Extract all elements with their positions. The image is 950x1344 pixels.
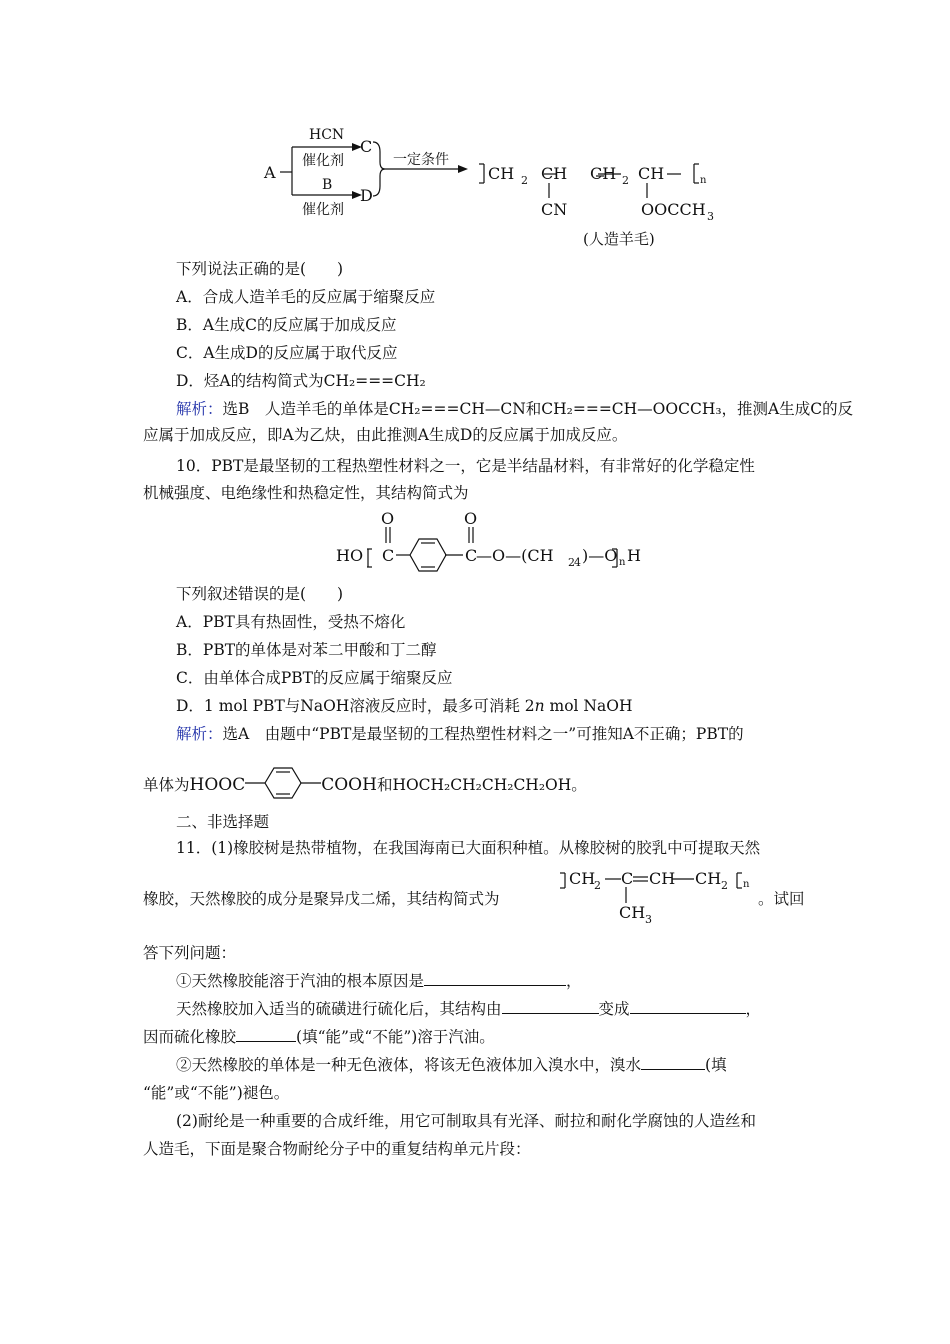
- isoprene-c: C: [621, 869, 634, 888]
- polymer-oocch3: OOCCH: [641, 200, 706, 219]
- pbt-carbonyl-o-1: O: [381, 509, 395, 528]
- q11-sub1-cont2: 因而硫化橡胶 (填“能”或“不能”)溶于汽油。: [143, 1028, 495, 1046]
- reactant-a: A: [264, 163, 276, 182]
- q10-stem: 10．PBT是最坚韧的工程热塑性材料之一，它是半结晶材料，有非常好的化学稳定性: [176, 457, 755, 475]
- reagent-b: B: [322, 177, 333, 193]
- isoprene-n: n: [743, 879, 750, 890]
- q9-option-a: A．合成人造羊毛的反应属于缩聚反应: [176, 288, 436, 306]
- q10-option-d: D．1 mol PBT与NaOH溶液反应时，最多可消耗 2n mol NaOH: [176, 697, 633, 715]
- q9-stem: 下列说法正确的是( ): [176, 260, 344, 278]
- isoprene-ch3: CH: [619, 903, 646, 922]
- pbt-c-2: C: [465, 546, 478, 565]
- q9-analysis: 解析：选B 人造羊毛的单体是CH₂===CH—CN和CH₂===CH—OOCCH₃，推测A生成C的反: [176, 400, 854, 418]
- polymer-ch-2: CH: [638, 164, 665, 183]
- svg-text:3: 3: [707, 210, 714, 223]
- wool-synthesis-scheme: [0, 0, 950, 260]
- q9-option-b: B．A生成C的反应属于加成反应: [176, 316, 397, 334]
- answer-blank-1[interactable]: [424, 971, 566, 986]
- pbt-chain: —O—(CH: [476, 546, 554, 565]
- polymer-cn: CN: [541, 200, 568, 219]
- polymer-caption: (人造羊毛): [583, 230, 655, 248]
- q11-sub2: ②天然橡胶的单体是一种无色液体，将该无色液体加入溴水中，溴水 (填: [176, 1056, 727, 1074]
- q11-p1: 11．(1)橡胶树是热带植物，在我国海南已大面积种植。从橡胶树的胶乳中可提取天然: [176, 839, 761, 857]
- polymer-ch2-2: CH: [590, 164, 617, 183]
- isoprene-ch2-1: CH: [569, 869, 596, 888]
- product-d: D: [360, 186, 373, 205]
- pbt-h: H: [627, 546, 641, 565]
- polyisoprene-formula: [0, 862, 950, 932]
- polymer-n: n: [700, 175, 707, 186]
- q10-option-b: B．PBT的单体是对苯二甲酸和丁二醇: [176, 641, 437, 659]
- q10-stem-cont: 机械强度、电绝缘性和热稳定性，其结构简式为: [143, 484, 469, 502]
- pbt-c-1: C: [382, 546, 395, 565]
- svg-text:2: 2: [594, 879, 601, 892]
- catalyst-label-2: 催化剂: [302, 202, 344, 218]
- svg-text:2: 2: [622, 174, 629, 187]
- analysis-label: 解析：: [176, 400, 223, 418]
- pbt-carbonyl-o-2: O: [464, 509, 478, 528]
- q10-analysis-cont: 单体为HOOC COOH和HOCH₂CH₂CH₂CH₂OH。: [143, 763, 587, 803]
- q10-ask: 下列叙述错误的是( ): [176, 585, 344, 603]
- reagent-hcn: HCN: [309, 127, 345, 143]
- q11-sub1: ①天然橡胶能溶于汽油的根本原因是 ，: [176, 972, 582, 990]
- isoprene-ch2-2: CH: [695, 869, 722, 888]
- answer-blank-5[interactable]: [641, 1055, 705, 1070]
- q10-option-c: C．由单体合成PBT的反应属于缩聚反应: [176, 669, 453, 687]
- q11-sub2-cont: “能”或“不能”)褪色。: [143, 1084, 290, 1102]
- q10-analysis: 解析：选A 由题中“PBT是最坚韧的工程热塑性材料之一”可推知A不正确；PBT的: [176, 725, 744, 743]
- q9-analysis-cont: 应属于加成反应，即A为乙炔，由此推测A生成D的反应属于加成反应。: [143, 426, 628, 444]
- svg-text:3: 3: [645, 913, 652, 926]
- q9-option-d: D．烃A的结构简式为CH₂===CH₂: [176, 372, 426, 390]
- q11-p1-end: 。试回: [758, 890, 805, 908]
- pbt-tail: )—O: [582, 546, 618, 565]
- svg-text:2: 2: [568, 556, 575, 569]
- answer-blank-3[interactable]: [630, 999, 746, 1014]
- q11-p1-cont: 橡胶，天然橡胶的成分是聚异戊二烯，其结构简式为: [143, 890, 500, 908]
- q11-p2: (2)耐纶是一种重要的合成纤维，用它可制取具有光泽、耐拉和耐化学腐蚀的人造丝和: [176, 1112, 756, 1130]
- benzene-ring-icon: [245, 763, 321, 803]
- answer-blank-4[interactable]: [236, 1027, 296, 1042]
- q10-option-a: A．PBT具有热固性，受热不熔化: [176, 613, 406, 631]
- isoprene-ch: CH: [649, 869, 676, 888]
- section-title: 二、非选择题: [176, 813, 270, 831]
- analysis-label: 解析：: [176, 725, 223, 743]
- polymer-ch2-1: CH: [488, 164, 515, 183]
- pbt-ho: HO: [336, 546, 364, 565]
- svg-text:2: 2: [521, 174, 528, 187]
- svg-text:2: 2: [721, 879, 728, 892]
- catalyst-label-1: 催化剂: [302, 153, 344, 169]
- q11-sub1-cont: 天然橡胶加入适当的硫磺进行硫化后，其结构由 变成 ，: [176, 1000, 762, 1018]
- pbt-subscript-4: 4: [574, 556, 581, 569]
- product-c: C: [360, 137, 373, 156]
- q9-option-c: C．A生成D的反应属于取代反应: [176, 344, 398, 362]
- pbt-n: n: [619, 557, 626, 568]
- answer-blank-2[interactable]: [502, 999, 599, 1014]
- q11-p1-cont2: 答下列问题：: [143, 944, 237, 962]
- polymer-ch-1: CH: [541, 164, 568, 183]
- q11-p2-cont: 人造毛，下面是聚合物耐纶分子中的重复结构单元片段：: [143, 1140, 531, 1158]
- condition-label: 一定条件: [393, 152, 449, 168]
- pbt-structure-formula: [0, 505, 950, 585]
